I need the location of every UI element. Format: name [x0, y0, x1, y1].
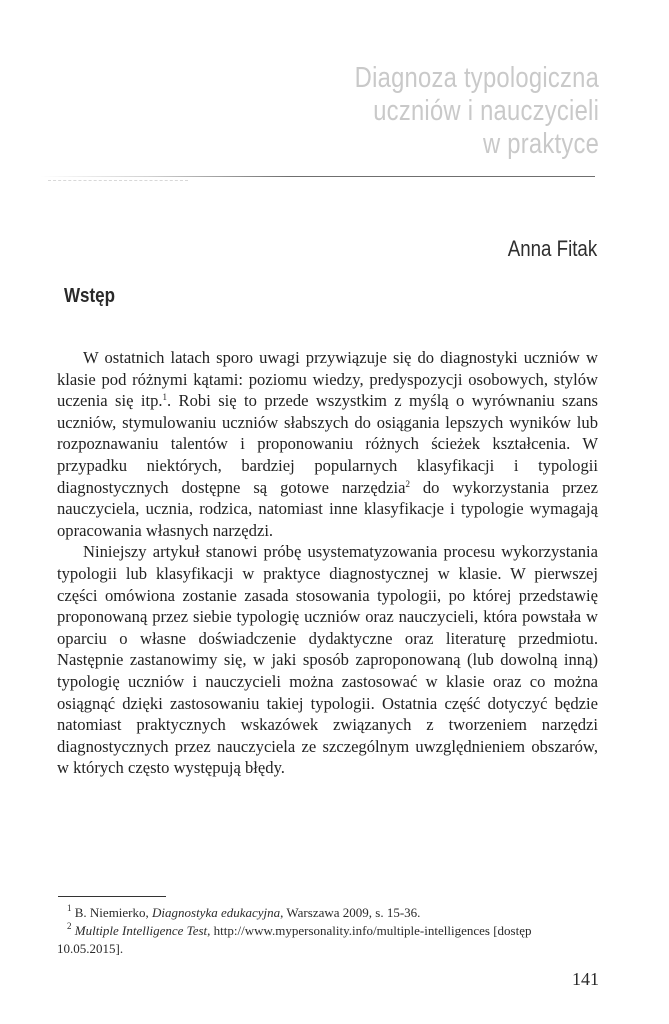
footnote-rule: [58, 896, 166, 897]
footnote-2-number: 2: [67, 921, 72, 931]
footnote-1-author: B. Niemierko,: [74, 905, 153, 920]
footnote-2-rest: , http://www.mypersonality.info/multiple-intelligences [dostęp 10.05.2015].: [57, 923, 532, 956]
title-line-2: uczniów i nauczycieli: [373, 95, 599, 127]
title-line-3: w praktyce: [482, 128, 599, 160]
section-heading: Wstęp: [64, 285, 115, 307]
footnote-1-title: Diagnostyka edukacyjna: [152, 905, 281, 920]
paragraph-1-part-1: W ostatnich latach sporo uwagi przywiązuje się do diagnostyki uczniów w klasie pod różnymi kątami: poziomu wiedzy, predyspozycji osobowych, stylów uczenia się itp.: [57, 348, 598, 411]
paragraph-1-part-3: do wykorzystania przez nauczyciela, ucznia, rodzica, natomiast inne klasyfikacje i typologie wymagają opracowania własnych narzędzi.: [57, 477, 598, 540]
footnote-2-title: Multiple Intelligence Test: [74, 923, 208, 938]
paragraph-2: Niniejszy artykuł stanowi próbę usystematyzowania procesu wykorzystania typologii lub klasyfikacji w praktyce diagnostycznej w klasie. W pierwszej części omówiona zostanie zasada stosowania typologii, po której przedstawię proponowaną przez siebie typologię uczniów oraz nauczycieli, która powstała w oparciu o własne doświadczenie dydaktyczne oraz literaturę przedmiotu. Następnie zastanowimy się, w jaki sposób zaproponowaną (lub dowolną inną) typologię uczniów i nauczycieli można zastosować w klasie oraz co można osiągnąć dzięki zastosowaniu takiej typologii. Ostatnia część dotyczyć będzie natomiast praktycznych wskazówek związanych z tworzeniem narzędzi diagnostycznych przez nauczyciela ze szczególnym uwzględnieniem obszarów, w których często występują błędy.: [57, 542, 598, 778]
paragraph-1-part-2: . Robi się to przede wszystkim z myślą o wyrównaniu szans uczniów, stymulowaniu uczniów słabszych do osiągania lepszych wyników lub rozpoznawaniu talentów i proponowaniu różnych ścieżek kształcenia. W przypadku niektórych, bardziej popularnych klasyfikacji i typologii diagnostycznych dostępne są gotowe narzędzia: [57, 391, 599, 497]
footnote-1-rest: , Warszawa 2009, s. 15-36.: [280, 905, 421, 920]
footnote-1-number: 1: [67, 903, 72, 913]
footnotes: [57, 904, 598, 958]
title-rule: [40, 176, 595, 177]
footnote-2: [57, 922, 598, 958]
footnote-ref-2: 2: [405, 478, 410, 489]
footnote-1: [57, 904, 598, 922]
page-number: 141: [572, 969, 599, 989]
author-name: Anna Fitak: [507, 236, 597, 261]
title-line-1: Diagnoza typologiczna: [354, 62, 599, 94]
footnote-ref-1: 1: [162, 392, 168, 403]
article-title: [355, 62, 599, 161]
body-text: [57, 347, 598, 779]
paragraph-1: [57, 347, 598, 541]
